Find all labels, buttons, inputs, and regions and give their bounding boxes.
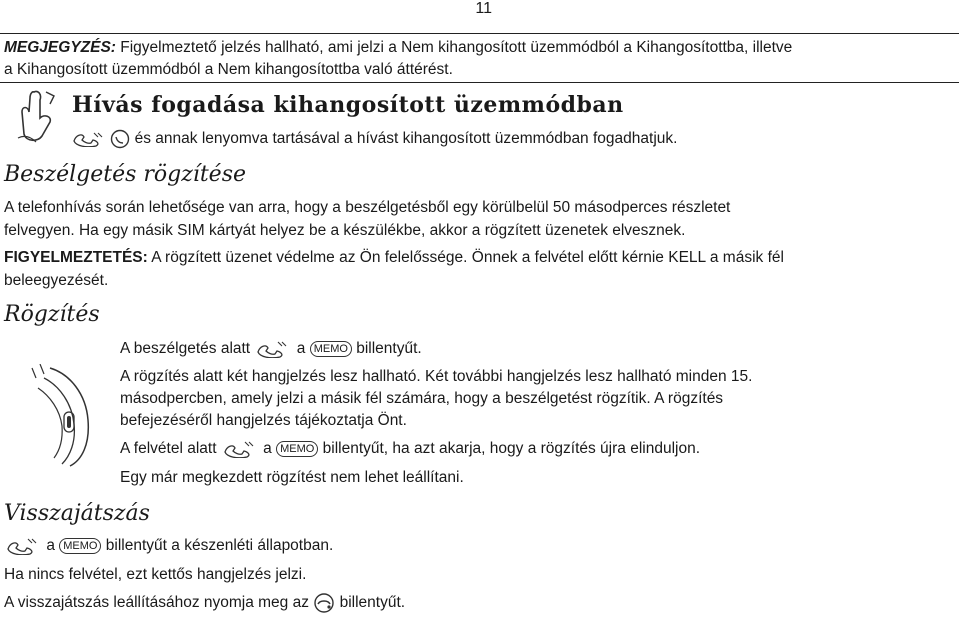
note-line-1 — [4, 37, 792, 59]
playback-line-1 — [4, 535, 333, 557]
playback-title: Visszajátszás — [4, 501, 150, 526]
page-number: 11 — [475, 0, 492, 17]
recording-line-1 — [120, 338, 422, 360]
record-call-p1-line2: felvegyen. Ha egy másik SIM kártyát helyez be a készülékbe, akkor a rögzített üzenetek elvesznek. — [4, 222, 686, 239]
phone-side-key-icon — [30, 364, 92, 468]
recording-line-5a: A felvétel alatt — [120, 440, 217, 457]
recording-line-5c: billentyűt, ha azt akarja, hogy a rögzítés újra elinduljon. — [322, 440, 701, 457]
handsfree-text — [72, 128, 677, 150]
playback-line-3a: A visszajátszás leállításához nyomja meg az — [4, 594, 309, 611]
recording-line-1a: A beszélgetés alatt — [120, 340, 251, 357]
press-hand-icon — [254, 340, 292, 358]
recording-line-3: másodpercben, amely jelzi a másik fél számára, hogy a beszélgetést rögzítik. A rögzítés — [120, 390, 724, 407]
record-call-p1-line1: A telefonhívás során lehetősége van arra, hogy a beszélgetésből egy körülbelül 50 másodperces részletet — [4, 199, 731, 216]
press-hand-icon — [4, 537, 42, 555]
playback-line-3 — [4, 592, 405, 614]
hand-pointing-icon — [16, 88, 62, 144]
note-text-1: Figyelmeztető jelzés hallható, ami jelzi a Nem kihangosított üzemmódból a Kihangosítottba, illetve — [115, 39, 793, 56]
memo-key-icon: MEMO — [276, 441, 318, 457]
call-key-icon — [110, 129, 130, 149]
handset-icon — [72, 131, 106, 147]
recording-line-5b: a — [263, 440, 272, 457]
note-line-2: a Kihangosított üzemmódból a Nem kihangosítottba való áttérést. — [4, 61, 453, 78]
press-hand-icon — [221, 440, 259, 458]
recording-line-1b: a — [296, 340, 306, 357]
playback-line-3b: billentyűt. — [339, 594, 406, 611]
recording-line-1c: billentyűt. — [356, 340, 422, 357]
record-call-title: Beszélgetés rögzítése — [4, 162, 247, 187]
recording-title: Rögzítés — [4, 302, 100, 327]
playback-line-2: Ha nincs felvétel, ezt kettős hangjelzés jelzi. — [4, 566, 307, 583]
handsfree-title: Hívás fogadása kihangosított üzemmódban — [72, 92, 624, 118]
note-label: MEGJEGYZÉS: — [4, 39, 116, 56]
warning-line-2: beleegyezését. — [4, 272, 109, 289]
playback-line-1a: a — [46, 537, 55, 554]
recording-line-4: befejezéséről hangjelzés tájékoztatja Önt. — [120, 412, 407, 429]
memo-key-icon: MEMO — [310, 341, 352, 357]
handsfree-description: és annak lenyomva tartásával a hívást kihangosított üzemmódban fogadhatjuk. — [130, 130, 678, 147]
recording-line-6: Egy már megkezdett rögzítést nem lehet leállítani. — [120, 469, 464, 486]
recording-line-2: A rögzítés alatt két hangjelzés lesz hallható. Két további hangjelzés lesz hallható minden 15. — [120, 368, 753, 385]
recording-line-5 — [120, 438, 700, 460]
playback-line-1b: billentyűt a készenléti állapotban. — [105, 537, 334, 554]
warning-label: FIGYELMEZTETÉS: — [4, 249, 148, 266]
warning-text: A rögzített üzenet védelme az Ön felelőssége. Önnek a felvétel előtt kérnie KELL a másik fél — [147, 249, 784, 266]
warning-line-1 — [4, 247, 784, 269]
end-call-key-icon — [313, 593, 335, 613]
memo-key-icon: MEMO — [59, 538, 101, 554]
